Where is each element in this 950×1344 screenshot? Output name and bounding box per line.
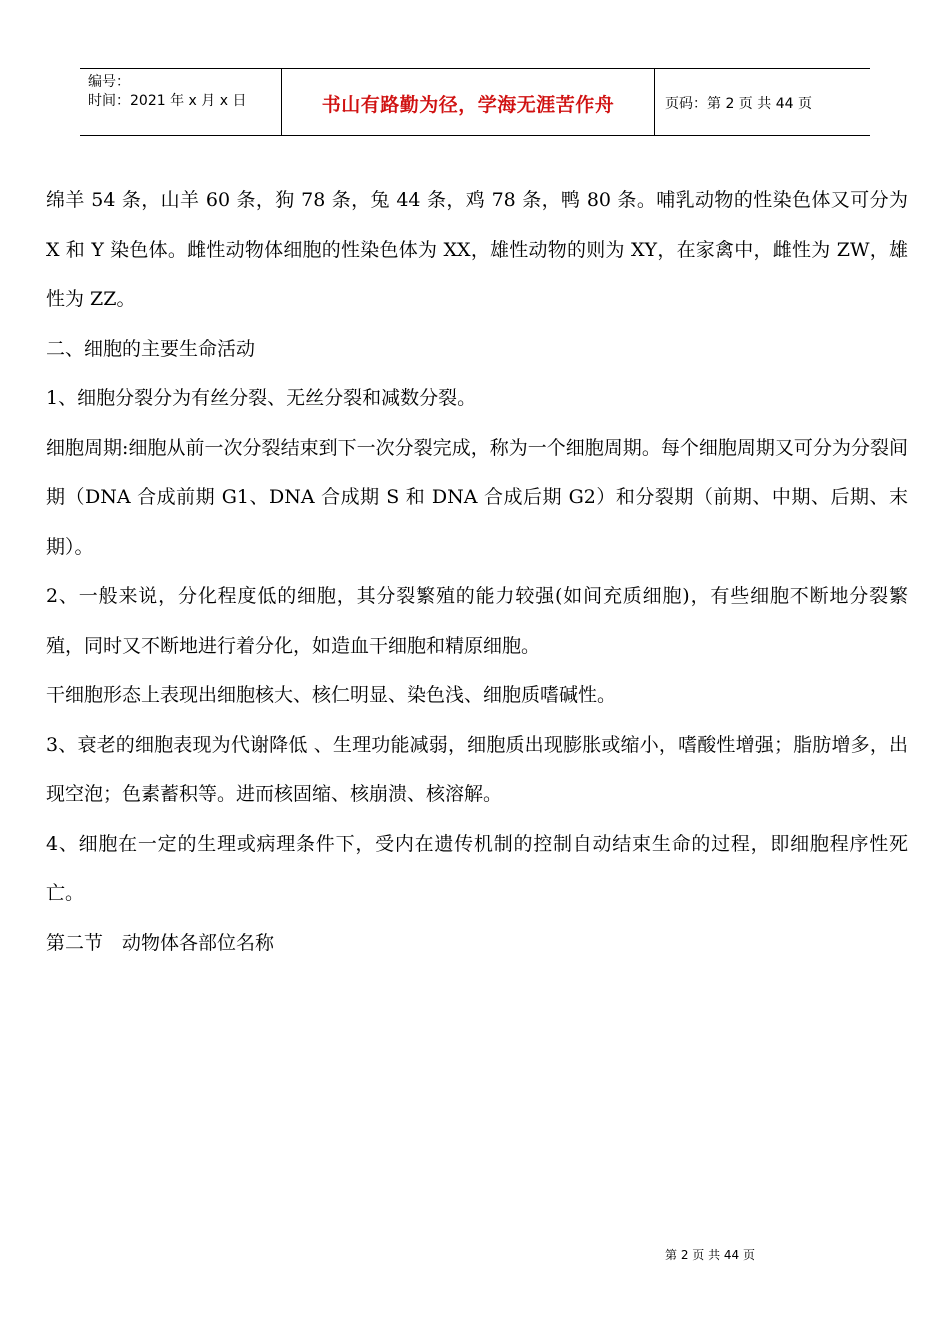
section-heading: 第二节 动物体各部位名称 xyxy=(46,931,275,954)
paragraph: 干细胞形态上表现出细胞核大、核仁明显、染色浅、细胞质嗜碱性。 xyxy=(46,684,617,706)
paragraph: 细胞周期:细胞从前一次分裂结束到下一次分裂完成，称为一个细胞周期。每个细胞周期又可分为分裂间期（DNA 合成前期 G1、DNA 合成期 S 和 DNA 合成后期 G2）和分裂期（前期、中期、后期、末期）。 xyxy=(46,436,908,558)
section-heading: 二、细胞的主要生命活动 xyxy=(46,337,256,360)
paragraph: 4、细胞在一定的生理或病理条件下，受内在遗传机制的控制自动结束生命的过程，即细胞程序性死亡。 xyxy=(46,832,908,904)
header-meta xyxy=(80,69,282,135)
document-body xyxy=(46,176,908,968)
paragraph: 2、一般来说，分化程度低的细胞，其分裂繁殖的能力较强(如间充质细胞)，有些细胞不断地分裂繁殖，同时又不断地进行着分化，如造血干细胞和精原细胞。 xyxy=(46,585,908,657)
header-motto: 书山有路勤为径，学海无涯苦作舟 xyxy=(282,69,655,135)
document-number-label: 编号： xyxy=(88,74,130,90)
paragraph: 绵羊 54 条，山羊 60 条，狗 78 条，兔 44 条，鸡 78 条，鸭 80 条。哺乳动物的性染色体又可分为 X 和 Y 染色体。雌性动物体细胞的性染色体为 XX，雄性动物的则为 XY，在家禽中，雌性为 ZW，雄性为 ZZ。 xyxy=(46,189,908,310)
paragraph: 3、衰老的细胞表现为代谢降低 、生理功能减弱，细胞质出现膨胀或缩小，嗜酸性增强；脂肪增多，出现空泡；色素蓄积等。进而核固缩、核崩溃、核溶解。 xyxy=(46,733,908,805)
paragraph: 1、细胞分裂分为有丝分裂、无丝分裂和减数分裂。 xyxy=(46,387,477,409)
page-header xyxy=(80,68,870,136)
document-date: 时间：2021 年 x 月 x 日 xyxy=(88,93,247,109)
page-footer: 第 2 页 共 44 页 xyxy=(665,1248,755,1262)
header-page-info: 页码：第 2 页 共 44 页 xyxy=(665,96,812,112)
